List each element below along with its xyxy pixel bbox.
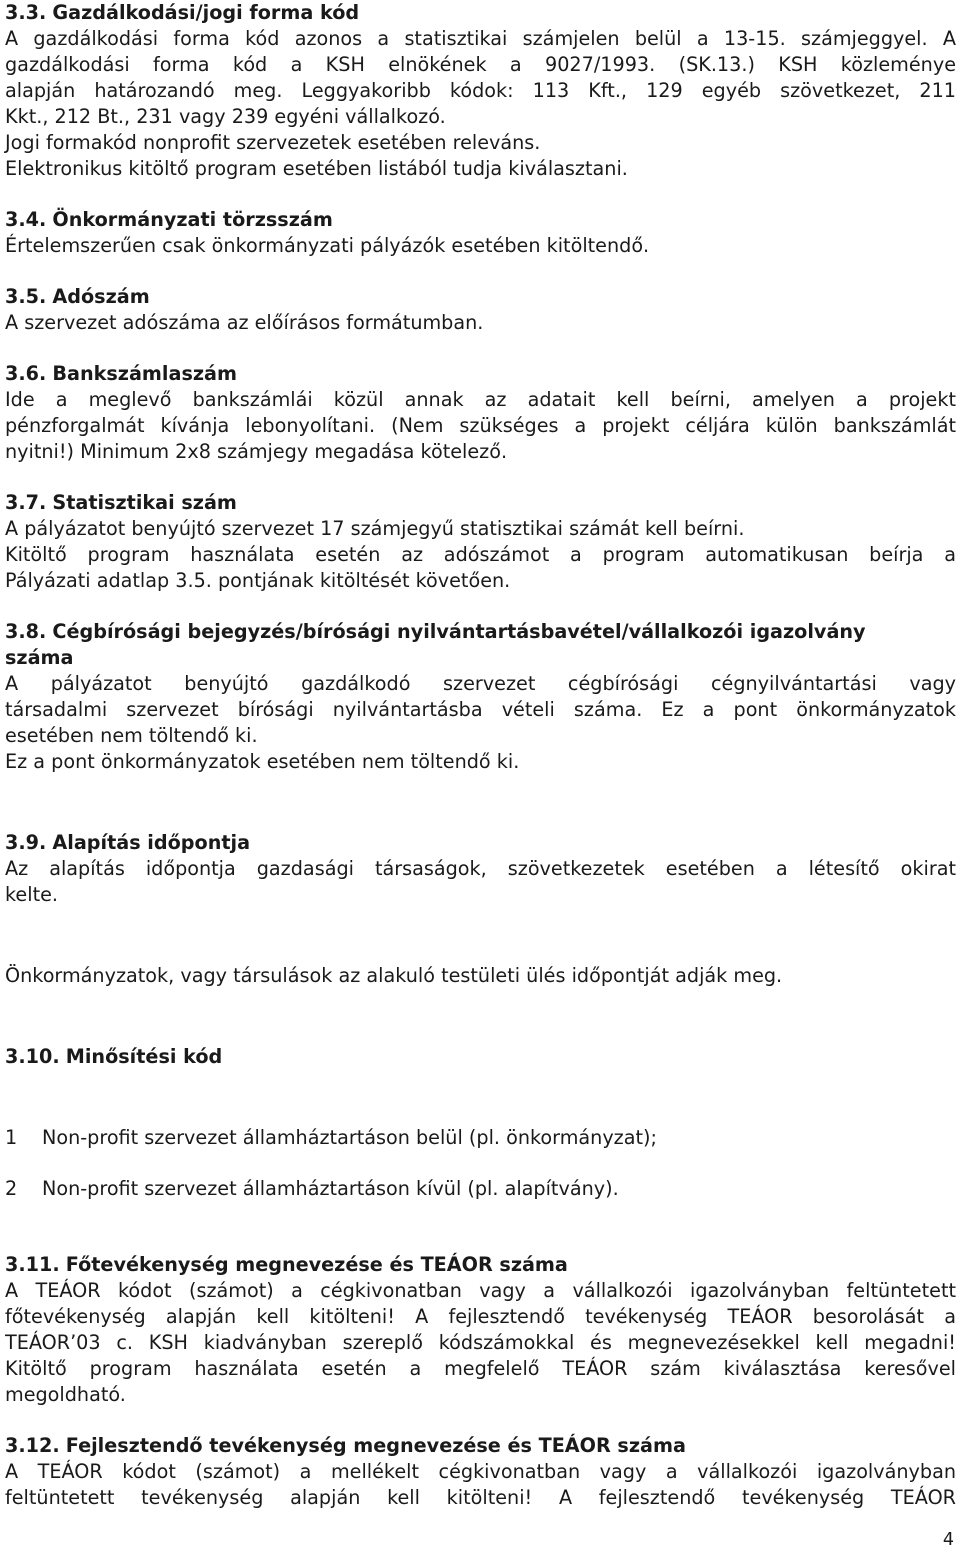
- section-number: 3.10.: [5, 1045, 60, 1068]
- section-number: 3.8.: [5, 620, 47, 643]
- paragraph-line: kelte.: [5, 883, 58, 906]
- section-title: Fejlesztendő tevékenység megnevezése és TEÁOR száma: [65, 1434, 686, 1457]
- section-number: 3.5.: [5, 285, 47, 308]
- paragraph-line: A TEÁOR kódot (számot) a cégkivonatban vagy a vállalkozói igazolványban feltüntetett: [5, 1279, 956, 1302]
- section-title: Statisztikai szám: [52, 491, 237, 514]
- paragraph-line: alapján határozandó meg. Leggyakoribb kódok: 113 Kft., 129 egyéb szövetkezet, 211: [5, 79, 956, 102]
- paragraph-line: A pályázatot benyújtó szervezet 17 számjegyű statisztikai számát kell beírni.: [5, 517, 745, 540]
- section-number: 3.6.: [5, 362, 47, 385]
- paragraph-line: Kitöltő program használata esetén az adószámot a program automatikusan beírja a: [5, 543, 956, 566]
- section-title: Minősítési kód: [65, 1045, 223, 1068]
- section-number: 3.12.: [5, 1434, 60, 1457]
- section-heading: [5, 284, 956, 310]
- section-number: 3.3.: [5, 1, 47, 24]
- section-number: 3.7.: [5, 491, 47, 514]
- paragraph-line: Önkormányzatok, vagy társulások az alakuló testületi ülés időpontját adják meg.: [5, 964, 783, 987]
- paragraph-line: Jogi formakód nonprofit szervezetek esetében releváns.: [5, 131, 541, 154]
- section-number: 3.9.: [5, 831, 47, 854]
- paragraph-line: Kitöltő program használata esetén a megfelelő TEÁOR szám kiválasztása keresővel: [5, 1357, 956, 1380]
- paragraph-line: főtevékenység alapján kell kitölteni! A fejlesztendő tevékenység TEÁOR besorolását a: [5, 1305, 956, 1328]
- paragraph-line: Ide a meglevő bankszámlái közül annak az adatait kell beírni, amelyen a projekt: [5, 388, 956, 411]
- paragraph-line: Ez a pont önkormányzatok esetében nem töltendő ki.: [5, 750, 520, 773]
- paragraph-line: esetében nem töltendő ki.: [5, 724, 258, 747]
- list-marker: 1: [5, 1126, 18, 1149]
- paragraph-line: A gazdálkodási forma kód azonos a statisztikai számjelen belül a 13-15. számjeggyel. A: [5, 27, 956, 50]
- section-number: 3.4.: [5, 208, 47, 231]
- section-title: Alapítás időpontja: [52, 831, 251, 854]
- page-number: 4: [942, 1530, 954, 1550]
- section-heading: [5, 361, 956, 387]
- paragraph-line: nyitni!) Minimum 2x8 számjegy megadása kötelező.: [5, 440, 508, 463]
- list-text: Non-profit szervezet államháztartáson belül (pl. önkormányzat);: [42, 1126, 657, 1149]
- list-item: [5, 1125, 956, 1151]
- paragraph-line: A szervezet adószáma az előírásos formátumban.: [5, 311, 484, 334]
- section-title: Gazdálkodási/jogi forma kód: [52, 1, 360, 24]
- section-heading: [5, 0, 956, 26]
- section-heading: [5, 1433, 956, 1459]
- section-title: Cégbírósági bejegyzés/bírósági nyilvántartásbavétel/vállalkozói igazolvány: [52, 620, 866, 643]
- section-title: Főtevékenység megnevezése és TEÁOR száma: [65, 1253, 568, 1276]
- paragraph-line: Pályázati adatlap 3.5. pontjának kitöltését követően.: [5, 569, 511, 592]
- paragraph-line: feltüntetett tevékenység alapján kell kitölteni! A fejlesztendő tevékenység TEÁOR: [5, 1486, 956, 1509]
- section-title-continued: [5, 645, 956, 671]
- paragraph-line: társadalmi szervezet bírósági nyilvántartásba vételi száma. Ez a pont önkormányzatok: [5, 698, 956, 721]
- paragraph-line: pénzforgalmát kívánja lebonyolítani. (Nem szükséges a projekt céljára külön bankszámlát: [5, 414, 956, 437]
- section-heading: [5, 619, 956, 645]
- list-text: Non-profit szervezet államháztartáson kívül (pl. alapítvány).: [42, 1177, 619, 1200]
- document-page: [5, 0, 956, 1511]
- paragraph-line: Kkt., 212 Bt., 231 vagy 239 egyéni vállalkozó.: [5, 105, 446, 128]
- paragraph-line: gazdálkodási forma kód a KSH elnökének a 9027/1993. (SK.13.) KSH közleménye: [5, 53, 956, 76]
- list-item: [5, 1176, 956, 1202]
- section-title: Bankszámlaszám: [52, 362, 237, 385]
- section-heading: [5, 1252, 956, 1278]
- paragraph-line: Az alapítás időpontja gazdasági társaságok, szövetkezetek esetében a létesítő okirat: [5, 857, 956, 880]
- section-heading: [5, 1044, 956, 1070]
- section-heading: [5, 830, 956, 856]
- paragraph-line: TEÁOR’03 c. KSH kiadványban szereplő kódszámokkal és megnevezésekkel kell megadni!: [5, 1331, 956, 1354]
- section-heading: [5, 490, 956, 516]
- paragraph-line: Elektronikus kitöltő program esetében listából tudja kiválasztani.: [5, 157, 628, 180]
- section-heading: [5, 207, 956, 233]
- section-title: Önkormányzati törzsszám: [52, 208, 333, 231]
- paragraph-line: A pályázatot benyújtó gazdálkodó szervezet cégbírósági cégnyilvántartási vagy: [5, 672, 956, 695]
- section-number: 3.11.: [5, 1253, 60, 1276]
- section-title: Adószám: [52, 285, 150, 308]
- paragraph-line: Értelemszerűen csak önkormányzati pályázók esetében kitöltendő.: [5, 234, 650, 257]
- paragraph-line: A TEÁOR kódot (számot) a mellékelt cégkivonatban vagy a vállalkozói igazolványban: [5, 1460, 956, 1483]
- section-title: száma: [5, 646, 74, 669]
- list-marker: 2: [5, 1177, 18, 1200]
- paragraph-line: megoldható.: [5, 1383, 126, 1406]
